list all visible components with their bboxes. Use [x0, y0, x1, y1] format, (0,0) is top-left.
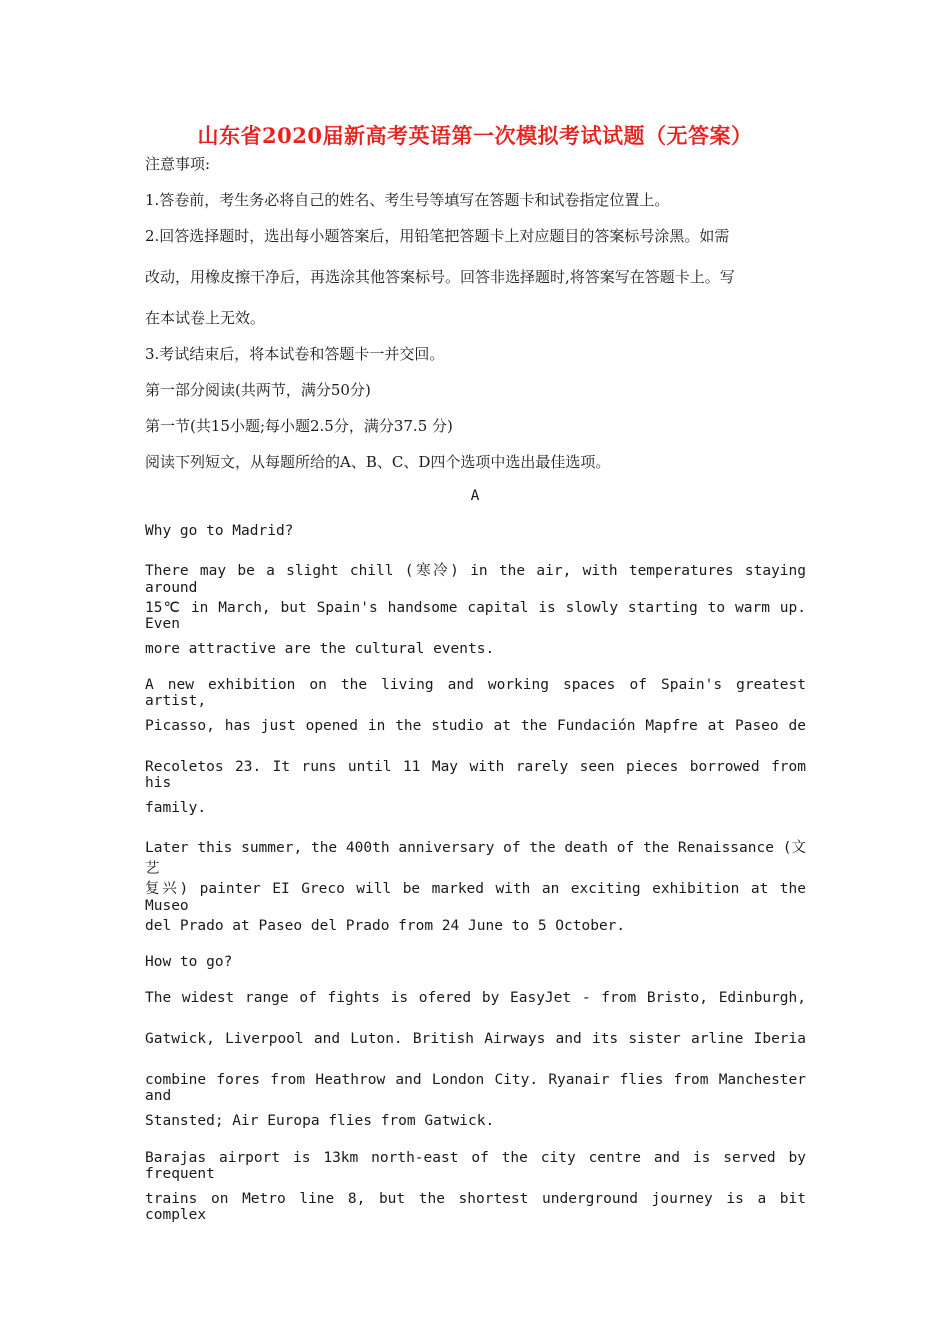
passage-line: more attractive are the cultural events.: [145, 641, 495, 657]
passage-line: trains on Metro line 8, but the shortest underground journey is a bit complex: [145, 1191, 806, 1223]
passage-line: del Prado at Paseo del Prado from 24 June to 5 October.: [145, 918, 626, 934]
notice-item-2-line-2: 改动，用橡皮擦干净后，再选涂其他答案标号。回答非选择题时,将答案写在答题卡上。写: [145, 268, 735, 286]
passage-line: Recoletos 23. It runs until 11 May with rarely seen pieces borrowed from his: [145, 759, 806, 791]
passage-line: The widest range of fights is ofered by EasyJet - from Bristo, Edinburgh,: [145, 990, 806, 1006]
notice-heading: 注意事项:: [145, 155, 211, 173]
passage-line: Picasso, has just opened in the studio at the Fundación Mapfre at Paseo de: [145, 718, 806, 734]
passage-line: Barajas airport is 13km north-east of the city centre and is served by frequent: [145, 1150, 806, 1182]
notice-item-2-line-3: 在本试卷上无效。: [145, 309, 266, 327]
passage-line: How to go?: [145, 954, 233, 970]
passage-line: Stansted; Air Europa flies from Gatwick.: [145, 1113, 495, 1129]
passage-line: Later this summer, the 400th anniversary of the death of the Renaissance (文艺: [145, 840, 806, 877]
page-title: 山东省2020届新高考英语第一次模拟考试试题（无答案）: [197, 123, 753, 148]
section-heading: 第一节(共15小题;每小题2.5分，满分37.5 分): [145, 417, 453, 435]
notice-item-3: 3.考试结束后，将本试卷和答题卡一并交回。: [145, 345, 445, 363]
passage-line: 15℃ in March, but Spain's handsome capital is slowly starting to warm up. Even: [145, 600, 806, 632]
passage-label: A: [470, 488, 480, 504]
instruction-text: 阅读下列短文，从每题所给的A、B、C、D四个选项中选出最佳选项。: [145, 453, 611, 471]
passage-line: A new exhibition on the living and working spaces of Spain's greatest artist,: [145, 677, 806, 709]
passage-line: 复兴) painter EI Greco will be marked with an exciting exhibition at the Museo: [145, 881, 806, 914]
notice-item-2-line-1: 2.回答选择题时，选出每小题答案后，用铅笔把答题卡上对应题目的答案标号涂黑。如需: [145, 227, 730, 245]
passage-line: Gatwick, Liverpool and Luton. British Airways and its sister arline Iberia: [145, 1031, 806, 1047]
passage-line: family.: [145, 800, 207, 816]
notice-item-1: 1.答卷前，考生务必将自己的姓名、考生号等填写在答题卡和试卷指定位置上。: [145, 191, 670, 209]
passage-line: Why go to Madrid?: [145, 523, 294, 539]
passage-line: There may be a slight chill (寒冷) in the air, with temperatures staying around: [145, 563, 806, 596]
passage-line: combine fores from Heathrow and London City. Ryanair flies from Manchester and: [145, 1072, 806, 1104]
part-heading: 第一部分阅读(共两节，满分50分): [145, 381, 371, 399]
